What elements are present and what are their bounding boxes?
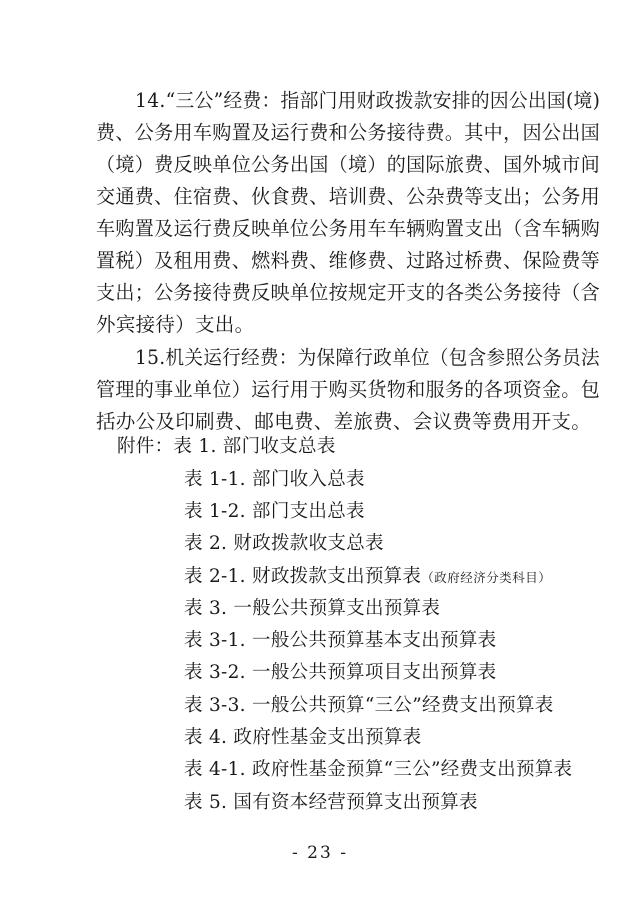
paragraph-line: 括办公及印刷费、邮电费、差旅费、会议费等费用开支。 bbox=[96, 410, 592, 433]
attachment-item: 表 3-2. 一般公共预算项目支出预算表 bbox=[184, 662, 497, 683]
paragraph-line: 支出；公务接待费反映单位按规定开支的各类公务接待（含 bbox=[96, 281, 601, 304]
paragraph-line: 外宾接待）支出。 bbox=[96, 313, 255, 336]
paragraph-line: 14.“三公”经费：指部门用财政拨款安排的因公出国(境) bbox=[135, 89, 601, 112]
attachment-item: 表 3-3. 一般公共预算“三公”经费支出预算表 bbox=[184, 695, 554, 716]
attachment-item: 表 5. 国有资本经营预算支出预算表 bbox=[184, 792, 478, 813]
paragraph-line: （境）费反映单位公务出国（境）的国际旅费、国外城市间 bbox=[96, 153, 601, 176]
attachment-item-note: （政府经济分类科目） bbox=[421, 570, 552, 585]
page-number: - 23 - bbox=[292, 843, 348, 863]
attachment-item bbox=[184, 565, 551, 590]
paragraph-line: 交通费、住宿费、伙食费、培训费、公杂费等支出；公务用 bbox=[96, 185, 601, 208]
attachment-item: 表 3-1. 一般公共预算基本支出预算表 bbox=[184, 630, 497, 651]
attachment-item: 表 1-1. 部门收入总表 bbox=[184, 469, 365, 490]
attachment-item: 表 1-2. 部门支出总表 bbox=[184, 501, 365, 522]
attachment-item-label: 表 2-1. 财政拨款支出预算表 bbox=[184, 566, 422, 587]
attachment-item: 表 2. 财政拨款收支总表 bbox=[184, 533, 384, 554]
attachment-item: 表 4. 政府性基金支出预算表 bbox=[184, 727, 422, 748]
attachment-item: 表 4-1. 政府性基金预算“三公”经费支出预算表 bbox=[184, 759, 573, 780]
attachment-item: 表 3. 一般公共预算支出预算表 bbox=[184, 598, 441, 619]
paragraph-line: 费、公务用车购置及运行费和公务接待费。其中，因公出国 bbox=[96, 121, 601, 144]
paragraph-line: 管理的事业单位）运行用于购买货物和服务的各项资金。包 bbox=[96, 378, 601, 401]
paragraph-line: 15.机关运行经费：为保障行政单位（包含参照公务员法 bbox=[135, 346, 600, 369]
attachments-heading: 附件：表 1. 部门收支总表 bbox=[117, 436, 336, 457]
paragraph-line: 车购置及运行费反映单位公务用车车辆购置支出（含车辆购 bbox=[96, 217, 601, 240]
paragraph-line: 置税）及租用费、燃料费、维修费、过路过桥费、保险费等 bbox=[96, 249, 601, 272]
